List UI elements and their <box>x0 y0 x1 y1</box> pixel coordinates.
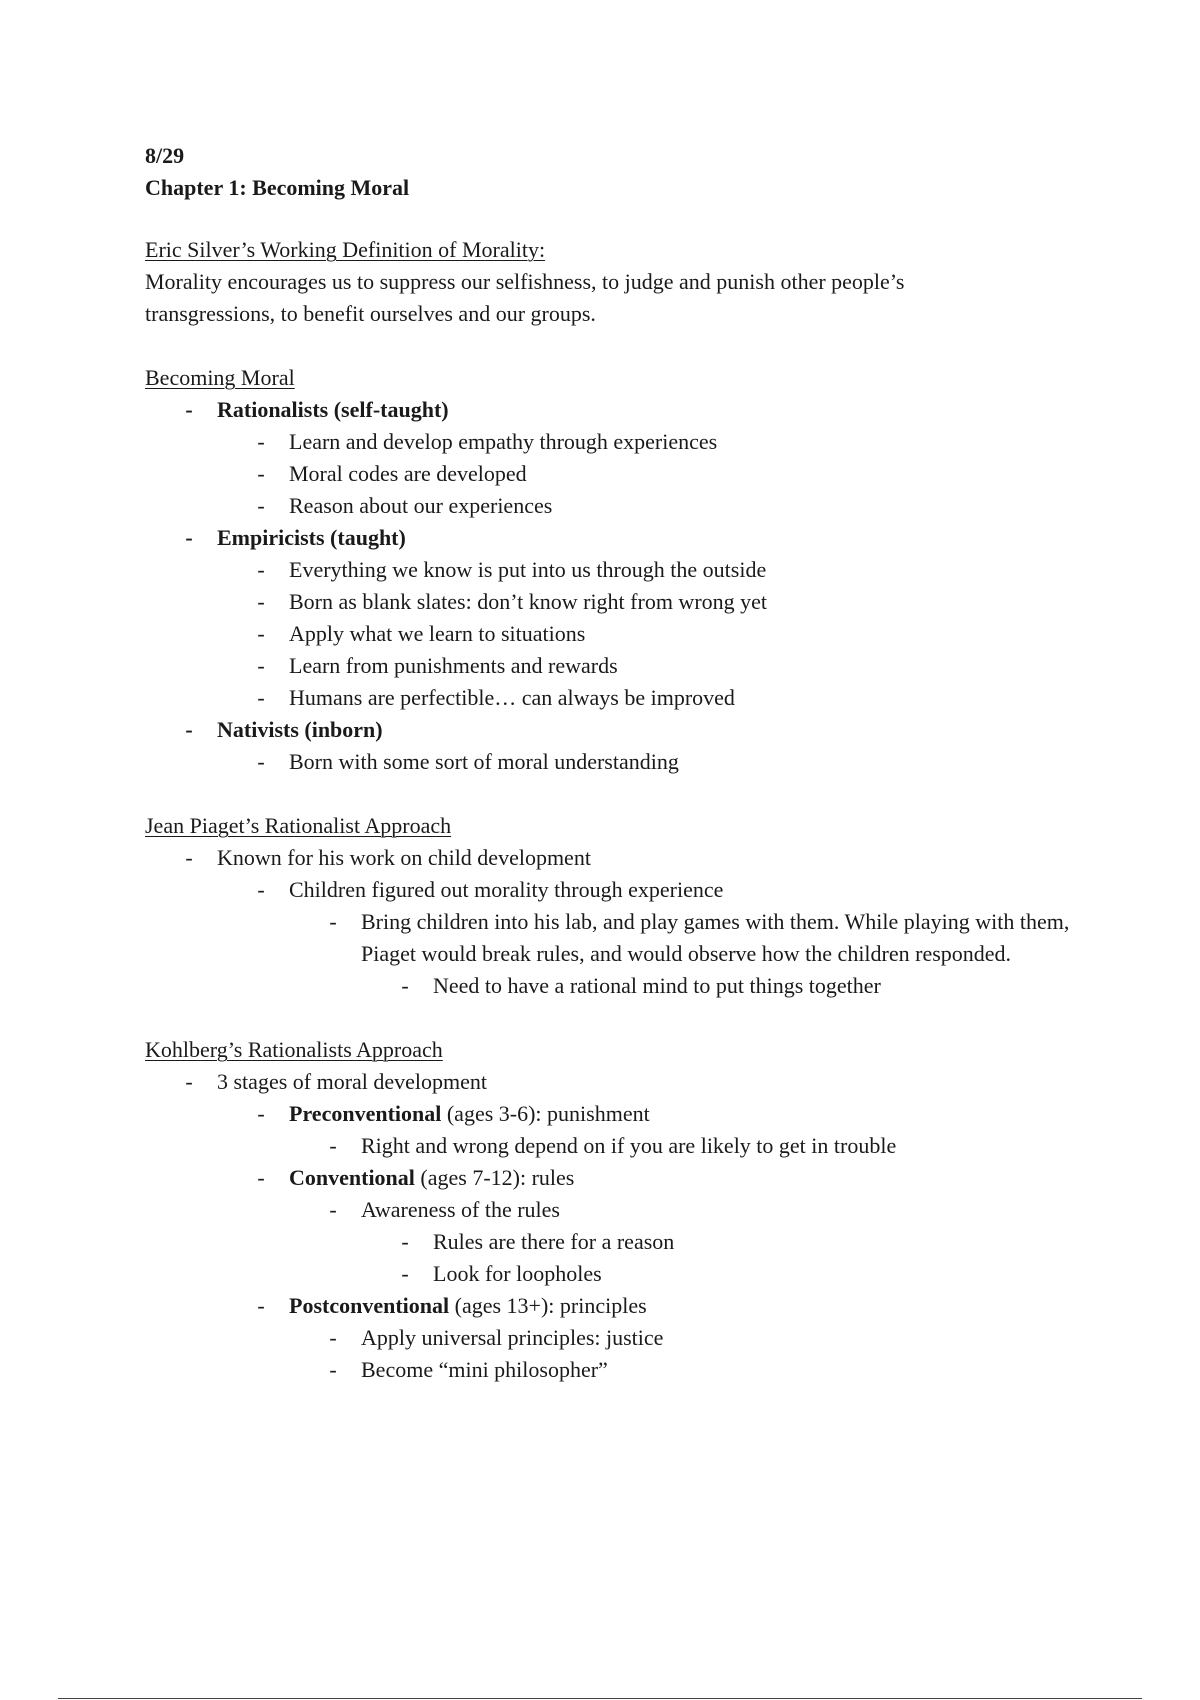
stage-detail: (ages 7-12): rules <box>414 1165 575 1190</box>
spacer <box>145 330 1105 362</box>
dash-bullet: - <box>185 1069 193 1094</box>
item-text: Humans are perfectible… can always be improved <box>289 685 735 710</box>
list-item <box>145 746 1105 778</box>
item-text: Apply universal principles: justice <box>361 1325 664 1350</box>
dash-bullet: - <box>329 909 337 934</box>
dash-bullet: - <box>257 1101 265 1126</box>
dash-bullet: - <box>257 589 265 614</box>
dash-bullet: - <box>401 973 409 998</box>
becoming-moral-outline <box>145 394 1105 778</box>
stage-postconventional <box>145 1290 1105 1322</box>
list-item <box>145 650 1105 682</box>
stage-detail: (ages 13+): principles <box>449 1293 647 1318</box>
spacer <box>145 1002 1105 1034</box>
dash-bullet: - <box>185 525 193 550</box>
list-item <box>145 970 1105 1002</box>
dash-bullet: - <box>401 1229 409 1254</box>
dash-bullet: - <box>257 685 265 710</box>
item-text: Learn from punishments and rewards <box>289 653 618 678</box>
list-item <box>145 1354 1105 1386</box>
item-text: Become “mini philosopher” <box>361 1357 608 1382</box>
dash-bullet: - <box>185 397 193 422</box>
dash-bullet: - <box>257 653 265 678</box>
stage-name: Preconventional <box>289 1101 442 1126</box>
list-item <box>145 618 1105 650</box>
list-item <box>145 842 1105 874</box>
dash-bullet: - <box>329 1325 337 1350</box>
spacer <box>145 204 1105 234</box>
item-text: Apply what we learn to situations <box>289 621 586 646</box>
stage-name: Conventional <box>289 1165 415 1190</box>
list-item <box>145 1226 1105 1258</box>
definition-text: Morality encourages us to suppress our selfishness, to judge and punish other people’s transgressions, to benefit ourselves and our groups. <box>145 269 905 326</box>
kohlberg-heading: Kohlberg’s Rationalists Approach <box>145 1037 443 1062</box>
item-text: Bring children into his lab, and play games with them. While playing with them, Piaget would break rules, and would observe how the children responded. <box>361 909 1070 966</box>
dash-bullet: - <box>257 429 265 454</box>
item-text: Right and wrong depend on if you are likely to get in trouble <box>361 1133 897 1158</box>
chapter-title: Chapter 1: Becoming Moral <box>145 175 410 200</box>
list-item <box>145 554 1105 586</box>
dash-bullet: - <box>329 1197 337 1222</box>
dash-bullet: - <box>185 845 193 870</box>
dash-bullet: - <box>257 1293 265 1318</box>
stage-name: Postconventional <box>289 1293 450 1318</box>
item-text: Born as blank slates: don’t know right from wrong yet <box>289 589 768 614</box>
dash-bullet: - <box>257 493 265 518</box>
item-text: 3 stages of moral development <box>217 1069 488 1094</box>
dash-bullet: - <box>329 1133 337 1158</box>
item-text: Moral codes are developed <box>289 461 527 486</box>
dash-bullet: - <box>257 621 265 646</box>
list-item <box>145 682 1105 714</box>
dash-bullet: - <box>257 877 265 902</box>
list-item-rationalists <box>145 394 1105 426</box>
list-item <box>145 490 1105 522</box>
stage-preconventional <box>145 1098 1105 1130</box>
list-item-nativists <box>145 714 1105 746</box>
dash-bullet: - <box>185 717 193 742</box>
list-item <box>145 906 1105 970</box>
item-text: Look for loopholes <box>433 1261 602 1286</box>
becoming-moral-heading: Becoming Moral <box>145 365 295 390</box>
item-text: Reason about our experiences <box>289 493 553 518</box>
definition-heading: Eric Silver’s Working Definition of Morality: <box>145 237 546 262</box>
list-item <box>145 1194 1105 1226</box>
group-label: Nativists (inborn) <box>217 717 383 742</box>
item-text: Rules are there for a reason <box>433 1229 675 1254</box>
document-page <box>145 140 1105 1386</box>
list-item <box>145 1258 1105 1290</box>
item-text: Need to have a rational mind to put things together <box>433 973 881 998</box>
list-item <box>145 874 1105 906</box>
piaget-heading: Jean Piaget’s Rationalist Approach <box>145 813 452 838</box>
dash-bullet: - <box>401 1261 409 1286</box>
list-item <box>145 1322 1105 1354</box>
stage-detail: (ages 3-6): punishment <box>441 1101 650 1126</box>
piaget-outline <box>145 842 1105 1002</box>
note-date: 8/29 <box>145 143 185 168</box>
dash-bullet: - <box>257 461 265 486</box>
list-item <box>145 1130 1105 1162</box>
stage-conventional <box>145 1162 1105 1194</box>
list-item <box>145 458 1105 490</box>
item-text: Awareness of the rules <box>361 1197 560 1222</box>
kohlberg-outline <box>145 1066 1105 1386</box>
item-text: Born with some sort of moral understanding <box>289 749 679 774</box>
list-item <box>145 586 1105 618</box>
dash-bullet: - <box>257 1165 265 1190</box>
list-item-empiricists <box>145 522 1105 554</box>
item-text: Known for his work on child development <box>217 845 591 870</box>
item-text: Everything we know is put into us through the outside <box>289 557 767 582</box>
group-label: Rationalists (self-taught) <box>217 397 449 422</box>
group-label: Empiricists (taught) <box>217 525 406 550</box>
dash-bullet: - <box>329 1357 337 1382</box>
item-text: Learn and develop empathy through experiences <box>289 429 718 454</box>
dash-bullet: - <box>257 557 265 582</box>
list-item <box>145 426 1105 458</box>
page-bottom-rule <box>58 1698 1142 1699</box>
dash-bullet: - <box>257 749 265 774</box>
spacer <box>145 778 1105 810</box>
list-item <box>145 1066 1105 1098</box>
item-text: Children figured out morality through experience <box>289 877 724 902</box>
